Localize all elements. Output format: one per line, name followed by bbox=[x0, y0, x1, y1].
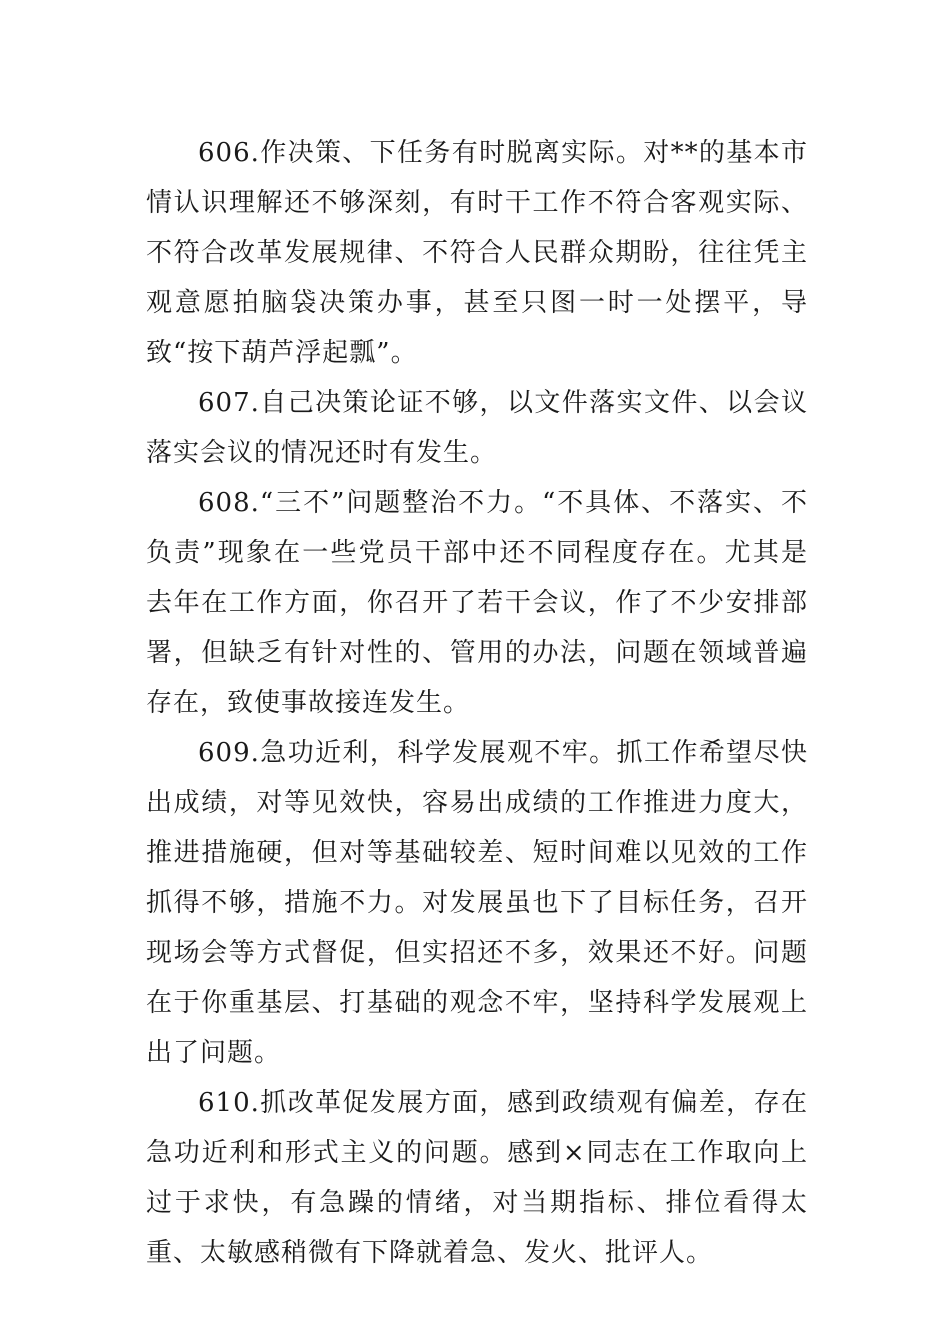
paragraph-609: 609.急功近利，科学发展观不牢。抓工作希望尽快出成绩，对等见效快，容易出成绩的工作推进力度大，推进措施硬，但对等基础较差、短时间难以见效的工作抓得不够，措施不力。对发展虽也下了目标任务，召开现场会等方式督促，但实招还不多，效果还不好。问题在于你重基层、打基础的观念不牢，坚持科学发展观上出了问题。 bbox=[146, 738, 808, 1068]
paragraph-606: 606.作决策、下任务有时脱离实际。对**的基本市情认识理解还不够深刻，有时干工作不符合客观实际、不符合改革发展规律、不符合人民群众期盼，往往凭主观意愿拍脑袋决策办事，甚至只图一时一处摆平，导致“按下葫芦浮起瓢”。 bbox=[146, 138, 808, 368]
paragraph-610: 610.抓改革促发展方面，感到政绩观有偏差，存在急功近利和形式主义的问题。感到×同志在工作取向上过于求快，有急躁的情绪，对当期指标、排位看得太重、太敏感稍微有下降就着急、发火、批评人。 bbox=[146, 1088, 808, 1268]
paragraph-608: 608.“三不”问题整治不力。“不具体、不落实、不负责”现象在一些党员干部中还不同程度存在。尤其是去年在工作方面，你召开了若干会议，作了不少安排部署，但缺乏有针对性的、管用的办法，问题在领域普遍存在，致使事故接连发生。 bbox=[146, 488, 808, 718]
document-body bbox=[146, 128, 808, 1278]
paragraph-607: 607.自己决策论证不够，以文件落实文件、以会议落实会议的情况还时有发生。 bbox=[146, 388, 808, 468]
